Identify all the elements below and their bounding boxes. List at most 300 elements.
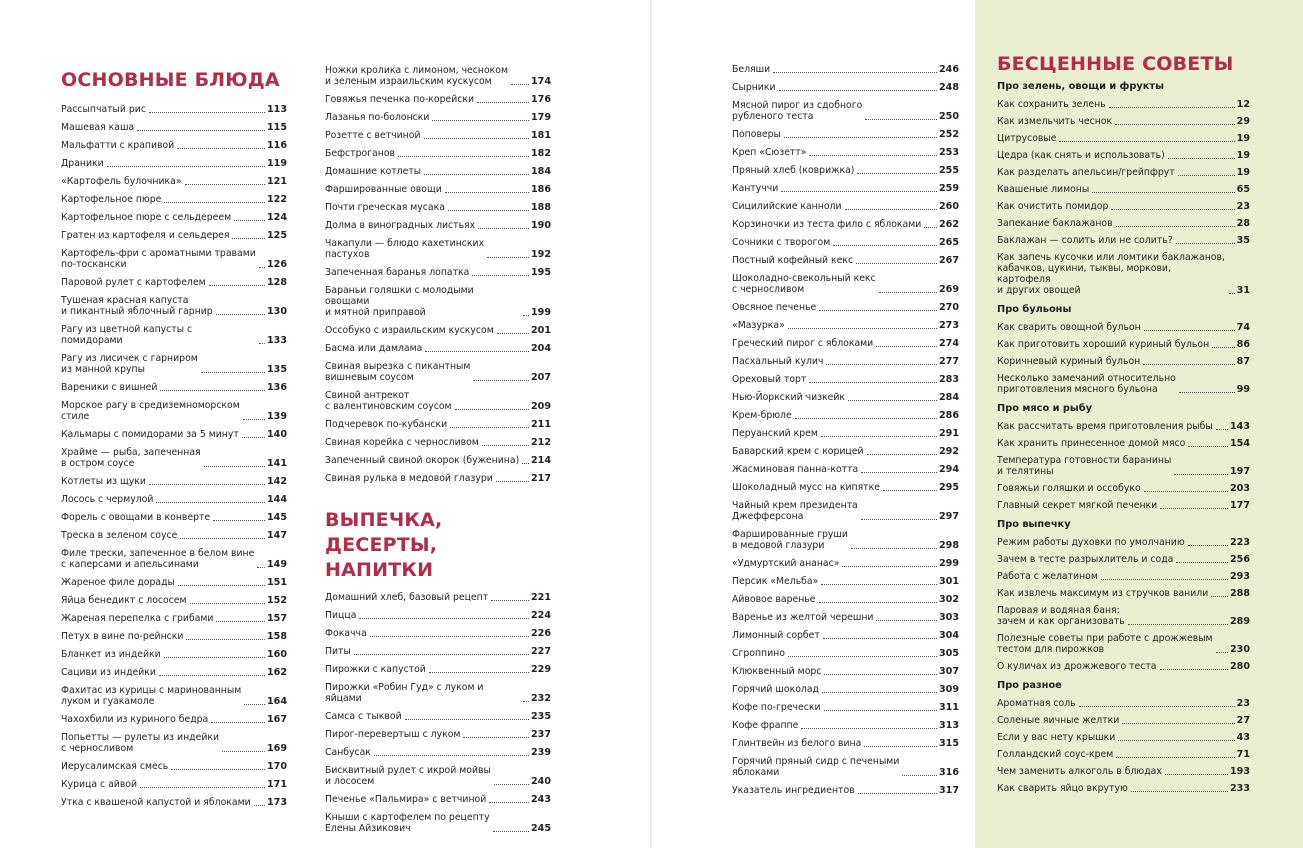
toc-entry[interactable] [61, 797, 287, 808]
toc-entry[interactable] [997, 500, 1250, 511]
toc-entry-page: 317 [938, 785, 959, 796]
toc-entry-title: Режим работы духовки по умолчанию [997, 537, 1185, 548]
toc-entry-page: 267 [938, 255, 959, 266]
dot-leader [201, 372, 265, 373]
toc-entry-page: 124 [266, 212, 287, 223]
toc-entry-page: 252 [938, 129, 959, 140]
dot-leader [244, 704, 265, 705]
toc-entry-title: Домашние котлеты [325, 166, 422, 177]
toc-entry[interactable] [997, 588, 1250, 599]
dot-leader [1212, 347, 1234, 348]
toc-entry-page: 223 [1229, 537, 1250, 548]
toc-entry-page: 283 [938, 374, 959, 385]
toc-entry-title: Греческий пирог с яблоками [732, 338, 874, 349]
toc-entry[interactable] [732, 785, 959, 796]
toc-entry[interactable] [732, 482, 959, 493]
toc-entry-page: 209 [530, 401, 551, 412]
toc-entry[interactable] [325, 202, 551, 213]
toc-entry[interactable] [61, 530, 287, 541]
toc-entry-title: Картофельное пюре с сельдереем [61, 212, 232, 223]
toc-entry-page: 162 [266, 667, 287, 678]
toc-entry[interactable] [732, 446, 959, 457]
dot-leader [190, 603, 265, 604]
dot-leader [425, 351, 529, 352]
toc-entry[interactable] [732, 82, 959, 93]
toc-entry[interactable] [61, 140, 287, 151]
dot-leader [477, 102, 529, 103]
dot-leader [1144, 491, 1228, 492]
toc-entry[interactable] [61, 613, 287, 624]
toc-entry-page: 211 [530, 419, 551, 430]
toc-entry[interactable] [61, 667, 287, 678]
toc-list [732, 64, 959, 796]
toc-entry-title: Сочники с творогом [732, 237, 831, 248]
dot-leader [842, 566, 937, 567]
dot-leader [1116, 226, 1235, 227]
toc-entry-title: Попьетты — рулеты из индейки с черносливом [61, 732, 220, 754]
toc-list [325, 592, 551, 834]
toc-entry[interactable] [325, 812, 551, 834]
dot-leader [861, 519, 937, 520]
toc-entry-title: Если у вас нету крышки [997, 732, 1116, 743]
toc-entry-page: 273 [938, 320, 959, 331]
toc-entry[interactable] [325, 184, 551, 195]
toc-entry-title: Паровой рулет с картофелем [61, 277, 206, 288]
toc-entry[interactable] [997, 483, 1250, 494]
toc-entry-page: 289 [1229, 616, 1250, 627]
dot-leader [159, 675, 265, 676]
toc-entry[interactable] [325, 610, 551, 621]
toc-entry[interactable] [732, 666, 959, 677]
dot-leader [522, 463, 529, 464]
dot-leader [824, 710, 937, 711]
toc-entry[interactable] [325, 148, 551, 159]
dot-leader [186, 639, 265, 640]
toc-entry[interactable] [997, 766, 1250, 777]
toc-entry[interactable] [997, 99, 1250, 110]
toc-entry[interactable] [61, 248, 287, 270]
toc-entry[interactable] [61, 176, 287, 187]
dot-leader [1216, 652, 1228, 653]
toc-entry-title: Питы [325, 646, 351, 657]
toc-entry[interactable] [325, 238, 551, 260]
toc-entry[interactable] [732, 756, 959, 778]
toc-entry-page: 193 [1229, 766, 1250, 777]
toc-entry[interactable] [61, 577, 287, 588]
toc-entry[interactable] [732, 356, 959, 367]
toc-entry-title: Утка с квашеной капустой и яблоками [61, 797, 251, 808]
toc-entry[interactable] [325, 729, 551, 740]
toc-entry-title: Шоколадно-свекольный кекс с черносливом [732, 273, 876, 295]
toc-entry-title: Кальмары с помидорами за 5 минут [61, 429, 239, 440]
dot-leader [924, 227, 937, 228]
toc-entry[interactable] [732, 500, 959, 522]
toc-entry[interactable] [732, 612, 959, 623]
toc-entry[interactable] [732, 392, 959, 403]
section-title-baking: ВЫПЕЧКА, ДЕСЕРТЫ, НАПИТКИ [325, 509, 443, 581]
toc-entry[interactable] [325, 112, 551, 123]
toc-entry-page: 229 [530, 664, 551, 675]
toc-entry[interactable] [732, 255, 959, 266]
toc-entry-title: Говяжья печенка по-корейски [325, 94, 475, 105]
toc-entry[interactable] [61, 714, 287, 725]
dot-leader [822, 692, 937, 693]
toc-entry[interactable] [997, 421, 1250, 432]
toc-entry[interactable] [61, 295, 287, 317]
toc-entry-page: 226 [530, 628, 551, 639]
toc-entry[interactable] [732, 129, 959, 140]
toc-entry-title: Котлеты из щуки [61, 476, 146, 487]
toc-entry-page: 121 [266, 176, 287, 187]
toc-entry-title: Сицилийские канноли [732, 201, 842, 212]
toc-entry-title: Коричневый куриный бульон [997, 356, 1141, 367]
dot-leader [788, 328, 937, 329]
toc-entry[interactable] [732, 648, 959, 659]
toc-entry-title: Подчеревок по-кубански [325, 419, 448, 430]
toc-entry[interactable] [325, 130, 551, 141]
toc-entry[interactable] [997, 373, 1250, 395]
toc-entry[interactable] [997, 184, 1250, 195]
dot-leader [494, 784, 529, 785]
toc-entry-title: Свиной антрекот с валентиновским соусом [325, 390, 452, 412]
toc-entry-title: Как очистить помидор [997, 201, 1109, 212]
toc-entry-page: 260 [938, 201, 959, 212]
toc-entry-title: Оссобуко с израильским кускусом [325, 325, 494, 336]
toc-entry-page: 233 [1229, 783, 1250, 794]
dot-leader [865, 119, 937, 120]
dot-leader [851, 548, 937, 549]
toc-entry-page: 122 [266, 194, 287, 205]
toc-entry-title: Квашеные лимоны [997, 184, 1090, 195]
toc-entry[interactable] [997, 661, 1250, 672]
dot-leader [1111, 209, 1234, 210]
dot-leader [1188, 446, 1228, 447]
dot-leader [523, 315, 529, 316]
dot-leader [1115, 124, 1235, 125]
toc-entry[interactable] [997, 571, 1250, 582]
toc-entry[interactable] [61, 277, 287, 288]
toc-entry-page: 128 [266, 277, 287, 288]
toc-entry[interactable] [997, 322, 1250, 333]
toc-entry[interactable] [325, 325, 551, 336]
toc-entry-title: Ореховый торт [732, 374, 807, 385]
toc-entry[interactable] [61, 158, 287, 169]
toc-entry-title: Овсяное печенье [732, 302, 817, 313]
toc-entry[interactable] [997, 698, 1250, 709]
tips-group-heading: Про бульоны [997, 304, 1072, 315]
dot-leader [864, 746, 937, 747]
toc-entry[interactable] [61, 761, 287, 772]
toc-entry[interactable] [732, 410, 959, 421]
toc-entry[interactable] [997, 783, 1250, 794]
toc-entry-page: 224 [530, 610, 551, 621]
toc-entry[interactable] [61, 595, 287, 606]
toc-entry[interactable] [61, 548, 287, 570]
toc-entry[interactable] [325, 682, 551, 704]
toc-entry-title: Как извлечь максимум из стручков ванили [997, 588, 1209, 599]
toc-entry[interactable] [61, 230, 287, 241]
toc-entry-title: Долма в виноградных листьях [325, 220, 476, 231]
toc-entry-title: Гратен из картофеля и сельдерея [61, 230, 230, 241]
toc-entry[interactable] [732, 183, 959, 194]
toc-entry-page: 295 [938, 482, 959, 493]
toc-entry[interactable] [325, 166, 551, 177]
toc-entry[interactable] [732, 273, 959, 295]
toc-entry-page: 280 [1229, 661, 1250, 672]
toc-entry-page: 154 [1229, 438, 1250, 449]
toc-entry[interactable] [325, 765, 551, 787]
toc-entry[interactable] [61, 353, 287, 375]
toc-entry[interactable] [732, 529, 959, 551]
toc-entry[interactable] [325, 711, 551, 722]
dot-leader [448, 210, 529, 211]
toc-entry[interactable] [997, 554, 1250, 565]
dot-leader [848, 400, 937, 401]
toc-entry[interactable] [325, 390, 551, 412]
toc-entry[interactable] [325, 794, 551, 805]
toc-entry[interactable] [732, 738, 959, 749]
dot-leader [259, 267, 265, 268]
toc-entry[interactable] [732, 630, 959, 641]
toc-entry[interactable] [61, 447, 287, 469]
toc-column-main-dishes [61, 68, 287, 815]
toc-entry[interactable] [325, 343, 551, 354]
dot-leader [149, 112, 265, 113]
toc-entry-page: 19 [1236, 133, 1250, 144]
toc-entry-title: Жареное филе дорады [61, 577, 175, 588]
toc-entry[interactable] [732, 374, 959, 385]
toc-entry[interactable] [997, 749, 1250, 760]
toc-entry[interactable] [997, 633, 1250, 655]
toc-entry[interactable] [325, 419, 551, 430]
toc-entry[interactable] [732, 165, 959, 176]
toc-entry[interactable] [997, 235, 1250, 246]
toc-entry-page: 248 [938, 82, 959, 93]
toc-entry[interactable] [732, 576, 959, 587]
toc-entry-title: Креп «Сюзетт» [732, 147, 807, 158]
toc-entry[interactable] [732, 237, 959, 248]
toc-entry-title: Картофельное пюре [61, 194, 162, 205]
toc-entry[interactable] [997, 252, 1250, 296]
toc-entry[interactable] [732, 302, 959, 313]
toc-entry[interactable] [61, 685, 287, 707]
toc-entry-page: 255 [938, 165, 959, 176]
dot-leader [819, 310, 937, 311]
toc-entry[interactable] [732, 684, 959, 695]
toc-entry[interactable] [732, 428, 959, 439]
dot-leader [779, 90, 937, 91]
dot-leader [824, 674, 937, 675]
toc-entry[interactable] [325, 628, 551, 639]
toc-entry[interactable] [732, 594, 959, 605]
toc-entry[interactable] [61, 476, 287, 487]
toc-entry[interactable] [732, 702, 959, 713]
dot-leader [160, 390, 265, 391]
toc-entry[interactable] [325, 592, 551, 603]
toc-entry-title: Как сварить овощной бульон [997, 322, 1141, 333]
toc-entry-title: Запекание баклажанов [997, 218, 1113, 229]
toc-entry[interactable] [997, 356, 1250, 367]
toc-entry[interactable] [61, 212, 287, 223]
dot-leader [826, 364, 937, 365]
toc-entry[interactable] [325, 455, 551, 466]
toc-entry-page: 288 [1229, 588, 1250, 599]
toc-entry[interactable] [325, 65, 551, 87]
dot-leader [1174, 474, 1228, 475]
toc-entry[interactable] [61, 512, 287, 523]
toc-entry[interactable] [325, 285, 551, 318]
toc-entry[interactable] [61, 779, 287, 790]
dot-leader [1188, 545, 1228, 546]
toc-entry-page: 177 [1229, 500, 1250, 511]
dot-leader [801, 728, 937, 729]
toc-entry-title: Лазанья по-болонски [325, 112, 430, 123]
toc-entry[interactable] [997, 438, 1250, 449]
dot-leader [359, 618, 529, 619]
toc-entry-title: «Мазурка» [732, 320, 785, 331]
toc-entry-page: 176 [530, 94, 551, 105]
toc-entry[interactable] [997, 732, 1250, 743]
toc-entry[interactable] [61, 104, 287, 115]
toc-entry-title: Бланкет из индейки [61, 649, 161, 660]
toc-entry-page: 265 [938, 237, 959, 248]
toc-entry-page: 174 [530, 76, 551, 87]
toc-entry-page: 207 [530, 372, 551, 383]
toc-entry[interactable] [732, 720, 959, 731]
toc-entry[interactable] [997, 537, 1250, 548]
toc-entry[interactable] [61, 649, 287, 660]
dot-leader [424, 174, 529, 175]
toc-entry-title: Ножки кролика с лимоном, чесноком и зеленым израильским кускусом [325, 65, 508, 87]
toc-entry[interactable] [997, 605, 1250, 627]
toc-entry[interactable] [61, 400, 287, 422]
toc-entry[interactable] [325, 361, 551, 383]
toc-entry[interactable] [61, 122, 287, 133]
toc-entry[interactable] [61, 631, 287, 642]
toc-entry-page: 313 [938, 720, 959, 731]
toc-entry-page: 256 [1229, 554, 1250, 565]
toc-entry-page: 291 [938, 428, 959, 439]
toc-entry-title: Кофе по-гречески [732, 702, 821, 713]
toc-entry[interactable] [732, 201, 959, 212]
toc-entry[interactable] [325, 267, 551, 278]
toc-entry-title: Рассыпчатый рис [61, 104, 146, 115]
toc-entry[interactable] [61, 429, 287, 440]
dot-leader [432, 120, 529, 121]
toc-list [325, 65, 551, 484]
toc-entry-title: Храйме — рыба, запеченная в остром соусе [61, 447, 201, 469]
dot-leader [177, 148, 265, 149]
toc-entry[interactable] [61, 382, 287, 393]
dot-leader [209, 285, 265, 286]
toc-entry-page: 145 [266, 512, 287, 523]
dot-leader [1092, 192, 1234, 193]
toc-entry[interactable] [997, 116, 1250, 127]
toc-entry[interactable] [997, 715, 1250, 726]
toc-entry-title: Форель с овощами в конверте [61, 512, 211, 523]
toc-entry-title: Почти греческая мусака [325, 202, 445, 213]
toc-entry-page: 28 [1236, 218, 1250, 229]
toc-entry[interactable] [997, 455, 1250, 477]
toc-entry-page: 297 [938, 511, 959, 522]
toc-entry[interactable] [61, 494, 287, 505]
toc-entry-title: Пряный хлеб (коврижка) [732, 165, 855, 176]
toc-entry[interactable] [325, 94, 551, 105]
toc-entry[interactable] [732, 338, 959, 349]
toc-entry-page: 133 [266, 335, 287, 346]
toc-entry[interactable] [325, 664, 551, 675]
toc-entry-page: 305 [938, 648, 959, 659]
toc-entry-page: 315 [938, 738, 959, 749]
toc-entry-page: 240 [530, 776, 551, 787]
toc-entry-title: Сырники [732, 82, 776, 93]
toc-entry-page: 143 [1229, 421, 1250, 432]
toc-entry[interactable] [997, 133, 1250, 144]
toc-entry-title: Постный кофейный кекс [732, 255, 854, 266]
dot-leader [1059, 141, 1234, 142]
toc-entry-page: 195 [530, 267, 551, 278]
toc-entry[interactable] [732, 147, 959, 158]
toc-entry[interactable] [997, 218, 1250, 229]
toc-entry[interactable] [732, 464, 959, 475]
toc-entry[interactable] [61, 194, 287, 205]
toc-entry-page: 303 [938, 612, 959, 623]
toc-entry[interactable] [61, 732, 287, 754]
toc-entry[interactable] [732, 100, 959, 122]
toc-entry[interactable] [997, 339, 1250, 350]
tips-group-heading: Про разное [997, 680, 1062, 691]
toc-entry-page: 170 [266, 761, 287, 772]
toc-entry[interactable] [997, 150, 1250, 161]
dot-leader [232, 238, 265, 239]
toc-entry-page: 181 [530, 130, 551, 141]
toc-entry-page: 245 [530, 823, 551, 834]
toc-entry[interactable] [325, 646, 551, 657]
toc-entry[interactable] [732, 558, 959, 569]
toc-entry[interactable] [997, 201, 1250, 212]
toc-entry-title: Как запечь кусочки или ломтики баклажанов, кабачков, цукини, тыквы, моркови, картофеля и других овощей [997, 252, 1225, 296]
toc-entry-title: Жасминовая панна-котта [732, 464, 859, 475]
toc-entry[interactable] [325, 747, 551, 758]
toc-entry-title: Чахохбили из куриного бедра [61, 714, 209, 725]
toc-entry-title: Фахитас из курицы с маринованным луком и гуакамоле [61, 685, 242, 707]
dot-leader [784, 137, 937, 138]
toc-entry-page: 203 [1229, 483, 1250, 494]
toc-entry[interactable] [325, 437, 551, 448]
toc-entry-title: Бефстроганов [325, 148, 395, 159]
toc-entry-page: 302 [938, 594, 959, 605]
toc-entry[interactable] [61, 324, 287, 346]
toc-entry-title: Перуанский крем [732, 428, 818, 439]
toc-entry-title: Баварский крем с корицей [732, 446, 864, 457]
toc-entry-title: Машевая каша [61, 122, 135, 133]
toc-entry-page: 192 [530, 249, 551, 260]
toc-entry[interactable] [732, 320, 959, 331]
toc-entry[interactable] [732, 219, 959, 230]
dot-leader [1101, 579, 1228, 580]
toc-entry[interactable] [732, 64, 959, 75]
toc-entry[interactable] [325, 220, 551, 231]
toc-entry-title: Запеченная баранья лопатка [325, 267, 470, 278]
toc-entry-title: Фаршированные овощи [325, 184, 442, 195]
dot-leader [1179, 392, 1235, 393]
dot-leader [858, 793, 937, 794]
toc-entry-title: Нью-Йоркский чизкейк [732, 392, 846, 403]
toc-entry-page: 199 [530, 307, 551, 318]
toc-entry-page: 23 [1236, 201, 1250, 212]
toc-entry[interactable] [325, 473, 551, 484]
toc-entry[interactable] [997, 167, 1250, 178]
